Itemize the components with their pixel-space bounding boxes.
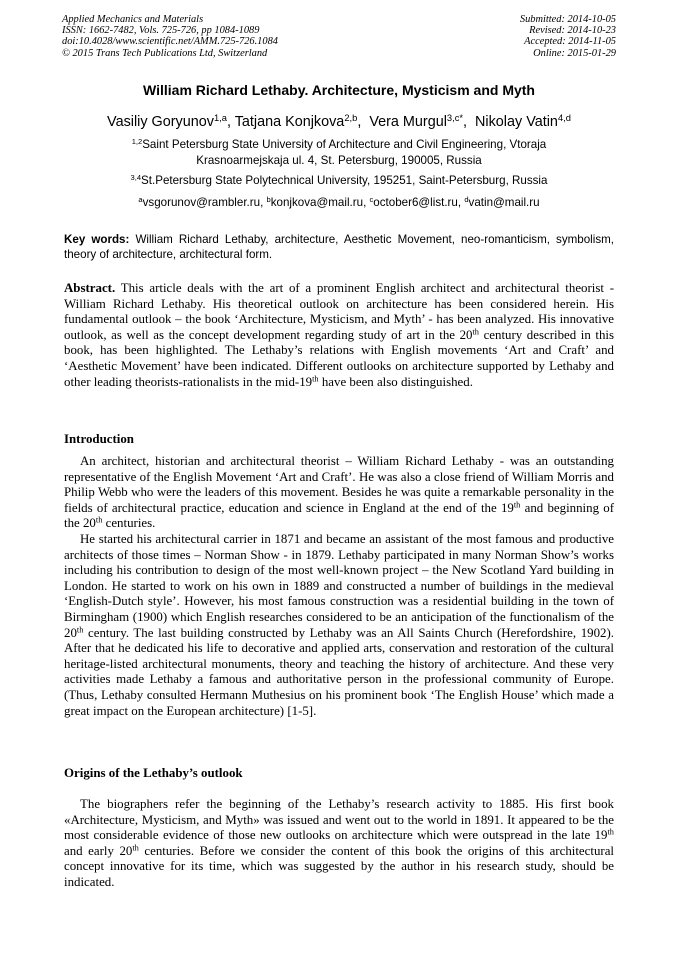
journal-name: Applied Mechanics and Materials [62,14,204,25]
ordinal-suffix: th [607,827,614,837]
revised-date: Revised: 2014-10-23 [529,25,616,37]
abstract-text: century described in this book, has been highlighted. The Lethaby’s relations with English movements ‘Art and Craft’ and ‘Aesthetic Movement’ have been indicated. Different outlooks on architecture supported by Lethaby and other leading theorists-rationalists in the mid-19 [64,327,614,389]
abstract-text: This article deals with the art of a prominent English architect and architectural theorist - William Richard Lethaby. His theoretical outlook on architecture has been considered herein. His fundamental outlook – the book ‘Architecture, Mysticism, and Myth’ - has been analyzed. His innovative outlook, as well as the concept development regarding study of art in the 20 [64,281,614,342]
issn-line: ISSN: 1662-7482, Vols. 725-726, pp 1084-1089 [62,25,260,37]
paragraph-text: and early 20 [64,843,133,858]
ordinal-suffix: th [132,843,139,853]
paragraph [64,454,614,532]
paragraph-text: The biographers refer the beginning of the Lethaby’s research activity to 1885. His first book «Architecture, Mysticism, and Myth» was issued and went out to the world in 1891. It appeared to be the most considerable evidence of those new outlooks on architecture which were outspread in the late 19 [64,797,614,843]
paper-title: William Richard Lethaby. Architecture, Mysticism and Myth [143,82,535,98]
email-address[interactable]: vsgorunov@rambler.ru [142,196,261,209]
copyright-line: © 2015 Trans Tech Publications Ltd, Switzerland [62,47,268,59]
publication-dates [520,14,616,59]
doi-line[interactable]: doi:10.4028/www.scientific.net/AMM.725-726.1084 [62,36,278,48]
abstract-text: have been also distinguished. [318,374,473,389]
abstract-label: Abstract. [64,281,116,295]
keywords [64,232,614,262]
email-list: $^a$vsgorunov@rambler.ru, $^b$konjkova@mail.ru, $^c$october6@list.ru, $^d$vatin@mail.ru [138,194,540,209]
email-address[interactable]: konjkova@mail.ru [270,196,364,209]
abstract [64,281,614,390]
paragraph-text: centuries. Before we consider the content of this book the origins of this architectural concept innovative for its time, which was suggested by the author in his research study, should be indicated. [64,843,614,889]
online-date: Online: 2015-01-29 [533,47,616,59]
author-name: Vera Murgul [369,114,447,130]
paragraph [64,532,614,719]
author-affiliation-mark: 3,c* [446,112,464,123]
affiliation-text: St.Petersburg State Polytechnical University, 195251, Saint-Petersburg, Russia [141,174,548,187]
email-mark: b [266,194,271,204]
section-heading-origins: Origins of the Lethaby’s outlook [64,766,243,780]
affiliation-text: Krasnoarmejskaja ul. 4, St. Petersburg, 190005, Russia [196,154,482,167]
keywords-text: William Richard Lethaby, architecture, Aesthetic Movement, neo-romanticism, symbolism, theory of architecture, architectural form. [64,233,614,261]
accepted-date: Accepted: 2014-11-05 [524,36,616,48]
email-mark: c [369,194,374,204]
keywords-label: Key words: [64,233,130,246]
author-affiliation-mark: 2,b [344,112,358,123]
author-affiliation-mark: 1,a [213,112,227,123]
author-name: Vasiliy Goryunov [107,114,214,130]
author-name: Tatjana Konjkova [234,114,345,130]
paragraph-text: century. The last building constructed by Lethaby was an All Saints Church (Herefordshire, 1902). After that he dedicated his life to decorative and applied arts, conservation and restoration of the cultural heritage-listed architectural monuments, theory and teaching the history of architecture. And these very activities made Lethaby a famous and authoritative person in the professional community of Europe. (Thus, Lethaby consulted Hermann Muthesius on his prominent book ‘The English House’ which made a great impact on the European architecture) [1-5]. [64,625,614,718]
ordinal-suffix: th [95,515,103,525]
journal-info [62,14,278,59]
origins-body [64,797,614,891]
email-mark: d [464,194,469,204]
paragraph [64,797,614,891]
ordinal-suffix: th [312,373,319,383]
email-mark: a [138,194,143,204]
introduction-body [64,454,614,719]
email-address[interactable]: vatin@mail.ru [468,196,540,209]
author-name: Nikolay Vatin [475,114,558,130]
ordinal-suffix: th [513,500,521,510]
affiliation-1 [0,137,678,169]
affiliation-text: Saint Petersburg State University of Architecture and Civil Engineering, Vtoraja [142,138,547,151]
author-list: Vasiliy Goryunov$^{1,a}$, Tatjana Konjkova$^{2,b}$, Vera Murgul$^{3,c*}$, Nikolay Vatin$^{4,d}$ [107,112,571,130]
author-affiliation-mark: 4,d [557,112,571,123]
affiliation-mark: 3,4 [130,172,142,182]
submitted-date: Submitted: 2014-10-05 [519,14,616,25]
email-address[interactable]: october6@list.ru [373,196,458,209]
paragraph-text: and beginning of the 20 [64,500,615,531]
ordinal-suffix: th [76,624,84,634]
paragraph-text: centuries. [102,516,156,531]
affiliation-mark: 1,2 [131,136,143,146]
paragraph-text: He started his architectural carrier in 1871 and became an assistant of the most famous and productive architects of those times – Norman Show - in 1879. Lethaby participated in many Norman Show’s works including his contribution to design of the most well-known project – the New Scotland Yard building in London. He started to work on his own in 1889 and constructed a number of buildings in the medieval ‘English-Dutch style’. However, his most famous construction was a residential building in the town of Birmingham (1900) which English researches considered to be an anticipation of the functionalism of the 20 [64,531,614,640]
section-heading-introduction: Introduction [64,432,134,446]
ordinal-suffix: th [472,327,479,337]
paragraph-text: An architect, historian and architectural theorist – William Richard Lethaby - was an outstanding representative of the English Movement ‘Art and Craft’. He was also a close friend of William Morris and Philip Webb who were the leaders of this movement. Besides he was quite a remarkable personality in the fields of architectural practice, education and science in England at the end of the 19 [64,454,614,515]
affiliation-2 [0,173,678,189]
